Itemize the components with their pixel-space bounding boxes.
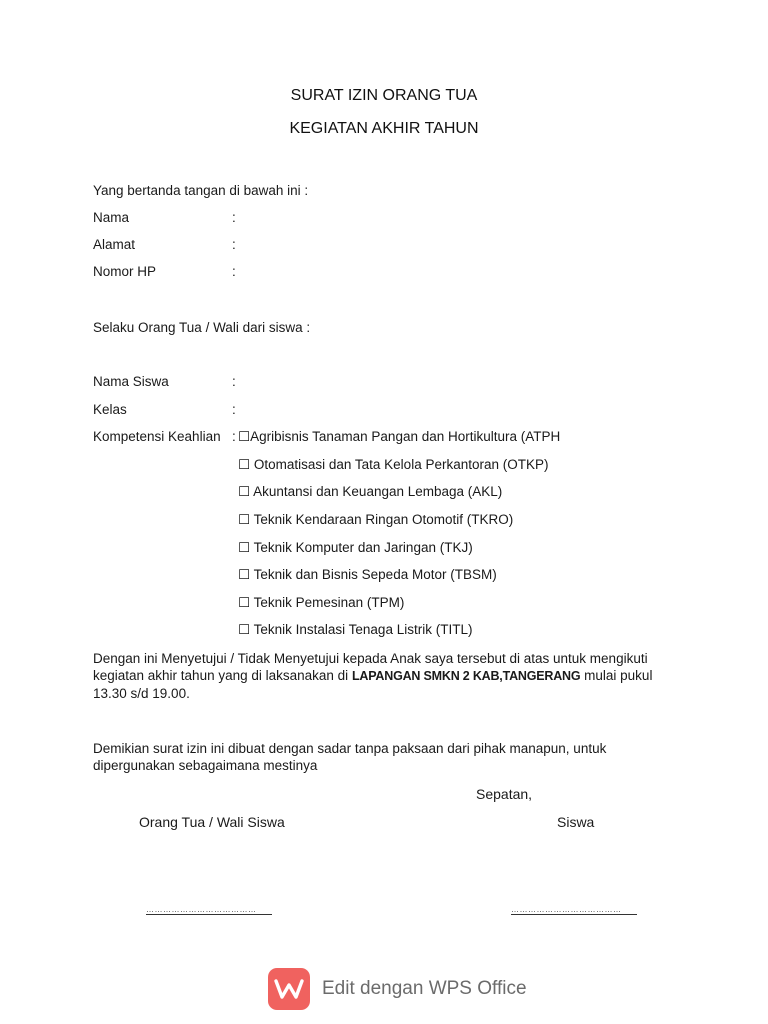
consent-line-2 (93, 667, 683, 685)
competency-option-tpm: ☐ Teknik Pemesinan (TPM) (238, 595, 405, 610)
consent-line-2-end: mulai pukul (580, 668, 653, 683)
field-label-nama: Nama (93, 210, 130, 225)
competency-option-tbsm: ☐ Teknik dan Bisnis Sepeda Motor (TBSM) (238, 567, 497, 582)
competency-option-tkro: ☐ Teknik Kendaraan Ringan Otomotif (TKRO) (238, 512, 514, 527)
closing-paragraph (93, 740, 683, 774)
field-label-kompetensi: Kompetensi Keahlian (93, 429, 221, 444)
field-label-nomor-hp: Nomor HP (93, 264, 157, 279)
document-title: SURAT IZIN ORANG TUA (290, 87, 478, 104)
field-colon: : (232, 210, 236, 225)
document-subtitle: KEGIATAN AKHIR TAHUN (289, 120, 479, 137)
guardian-text: Selaku Orang Tua / Wali dari siswa : (93, 320, 311, 335)
wps-watermark[interactable] (268, 968, 527, 1010)
signature-line-student: ………………………………… (511, 906, 637, 915)
event-location: LAPANGAN SMKN 2 KAB,TANGERANG (351, 669, 581, 683)
competency-option-titl: ☐ Teknik Instalasi Tenaga Listrik (TITL) (238, 622, 473, 637)
place-text: Sepatan, (476, 786, 533, 802)
wps-edit-label: Edit dengan WPS Office (322, 978, 527, 999)
closing-line-2: dipergunakan sebagaimana mestinya (93, 758, 318, 773)
field-colon: : (232, 402, 236, 417)
field-label-nama-siswa: Nama Siswa (93, 374, 169, 389)
field-colon: : (232, 374, 236, 389)
field-colon: : (232, 429, 236, 444)
competency-option-akl: ☐ Akuntansi dan Keuangan Lembaga (AKL) (238, 484, 503, 499)
competency-option-otkp: ☐ Otomatisasi dan Tata Kelola Perkantoran (OTKP) (238, 457, 549, 472)
consent-paragraph (93, 650, 683, 702)
field-colon: : (232, 237, 236, 252)
field-label-kelas: Kelas (93, 402, 127, 417)
consent-line-2-start: kegiatan akhir tahun yang di laksanakan di (93, 668, 352, 683)
signature-line-parent: ………………………………… (146, 906, 272, 915)
field-label-alamat: Alamat (93, 237, 136, 252)
wps-w-icon (274, 978, 304, 1000)
consent-line-1: Dengan ini Menyetujui / Tidak Menyetujui kepada Anak saya tersebut di atas untuk mengikuti (93, 651, 648, 666)
competency-option-tkj: ☐ Teknik Komputer dan Jaringan (TKJ) (238, 540, 473, 555)
intro-text: Yang bertanda tangan di bawah ini : (93, 183, 309, 198)
signature-label-student: Siswa (557, 814, 595, 830)
field-colon: : (232, 264, 236, 279)
closing-line-1: Demikian surat izin ini dibuat dengan sadar tanpa paksaan dari pihak manapun, untuk (93, 741, 607, 756)
competency-option-atph: ☐Agribisnis Tanaman Pangan dan Hortikultura (ATPH (238, 429, 561, 444)
consent-line-3: 13.30 s/d 19.00. (93, 686, 190, 701)
signature-label-parent: Orang Tua / Wali Siswa (139, 814, 285, 830)
wps-logo-icon (268, 968, 310, 1010)
